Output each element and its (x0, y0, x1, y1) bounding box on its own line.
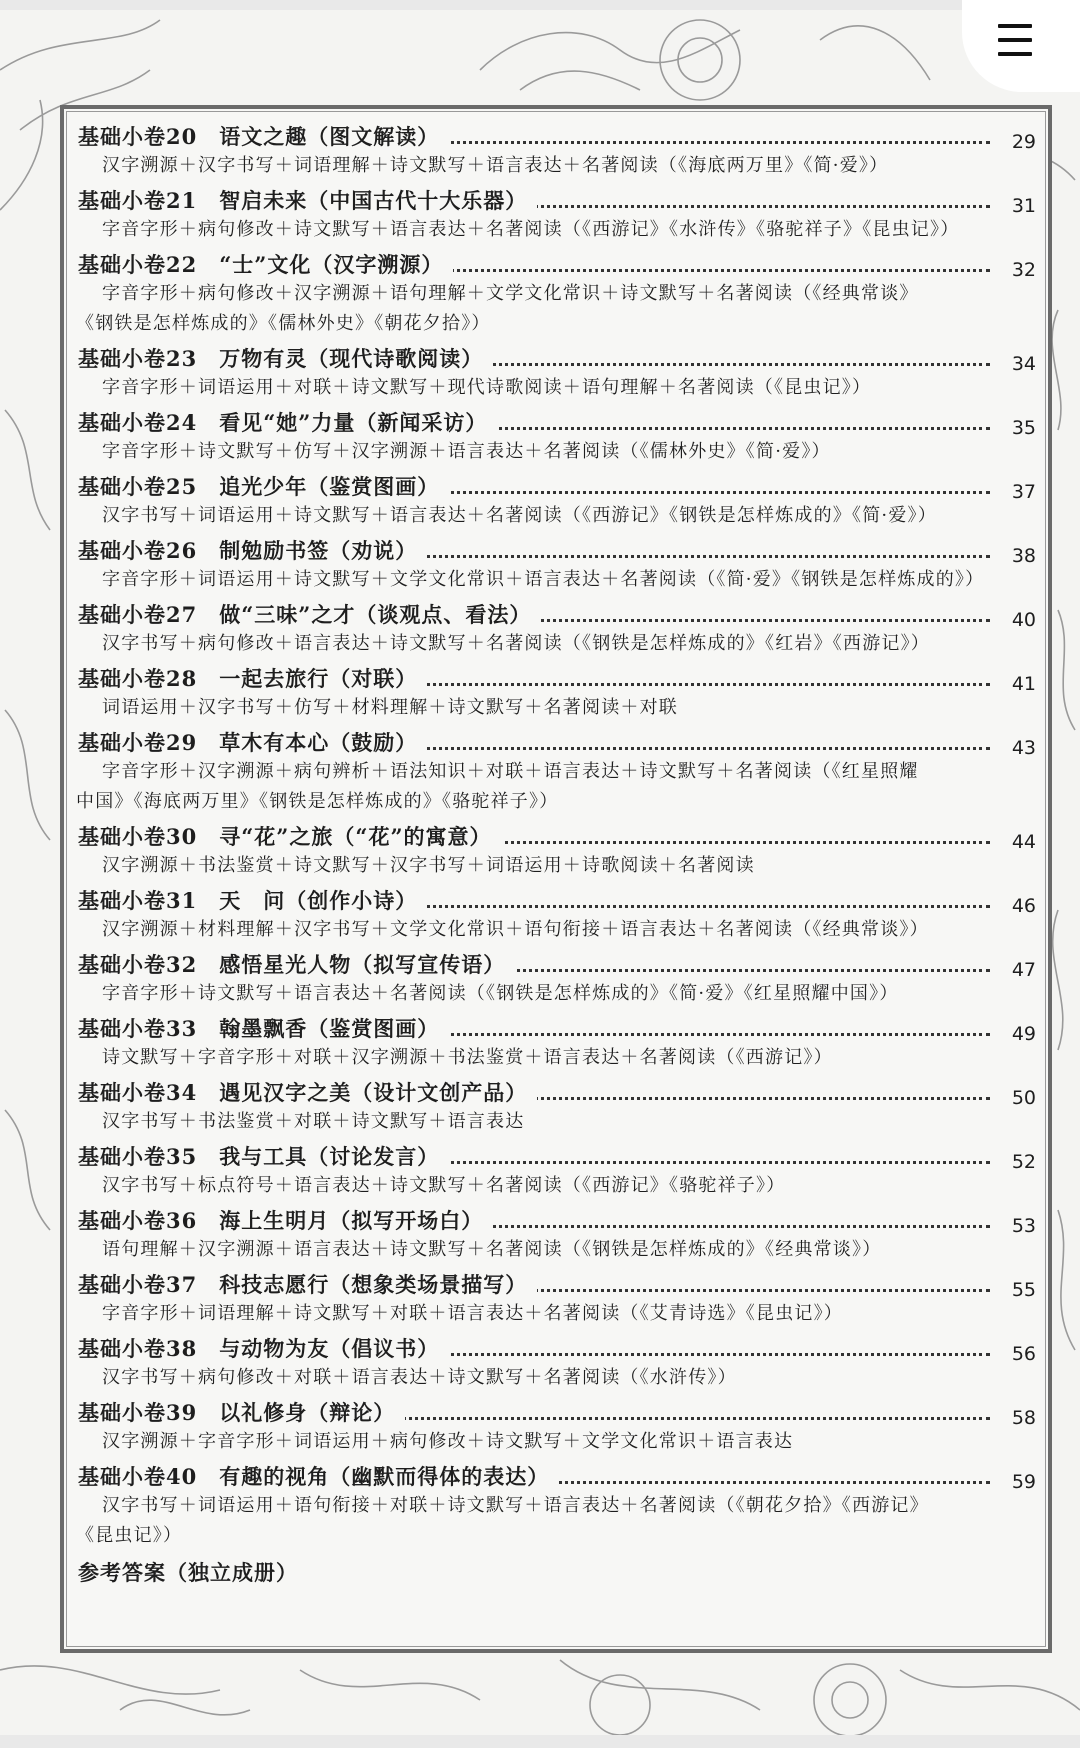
toc-entry-description-block (76, 915, 1038, 945)
toc-entry-title: 基础小卷40 有趣的视角（幽默而得体的表达） (78, 1461, 559, 1491)
toc-entry-title: 基础小卷23 万物有灵（现代诗歌阅读） (78, 343, 493, 373)
toc-title-row (76, 117, 1038, 151)
toc-entry[interactable] (76, 945, 1038, 1009)
toc-page-number: 46 (1006, 895, 1036, 917)
toc-entry-description: 汉字书写＋病句修改＋语言表达＋诗文默写＋名著阅读（《钢铁是怎样炼成的》《红岩》《西游记》） (102, 633, 930, 654)
toc-entry-description-block (76, 1363, 1038, 1393)
toc-entry-description-block (76, 979, 1038, 1009)
toc-page-number: 58 (1006, 1407, 1036, 1429)
toc-entry-description-block (76, 1107, 1038, 1137)
toc-entry-title: 基础小卷31 天 问（创作小诗） (78, 885, 427, 915)
toc-page-number: 49 (1006, 1023, 1036, 1045)
toc-entry-description: 词语运用＋汉字书写＋仿写＋材料理解＋诗文默写＋名著阅读＋对联 (102, 697, 678, 718)
toc-entry-description-block (76, 629, 1038, 659)
toc-title-row (76, 1137, 1038, 1171)
toc-entry[interactable] (76, 403, 1038, 467)
toc-entry-title: 基础小卷27 做“三味”之才（谈观点、看法） (78, 599, 541, 629)
toc-entry-description-block (76, 151, 1038, 181)
toc-entry-title: 基础小卷20 语文之趣（图文解读） (78, 121, 449, 151)
toc-entry[interactable] (76, 1073, 1038, 1137)
toc-page-number: 53 (1006, 1215, 1036, 1237)
toc-title-row (76, 467, 1038, 501)
toc-page-number: 38 (1006, 545, 1036, 567)
toc-page-number: 47 (1006, 959, 1036, 981)
page-background (0, 10, 1080, 1735)
toc-entry[interactable] (76, 1393, 1038, 1457)
toc-entry-description-block (76, 1427, 1038, 1457)
toc-entry-title: 基础小卷37 科技志愿行（想象类场景描写） (78, 1269, 537, 1299)
toc-entry-description-block (76, 1299, 1038, 1329)
toc-entry[interactable] (76, 117, 1038, 181)
toc-entry[interactable] (76, 595, 1038, 659)
toc-entry-description-block (76, 757, 1038, 817)
toc-entry-description-block (76, 1235, 1038, 1265)
toc-entry[interactable] (76, 1457, 1038, 1551)
toc-entry[interactable] (76, 531, 1038, 595)
toc-title-row (76, 339, 1038, 373)
toc-title-row (76, 881, 1038, 915)
toc-title-row (76, 1457, 1038, 1491)
toc-entry-title: 基础小卷38 与动物为友（倡议书） (78, 1333, 449, 1363)
toc-page-number: 43 (1006, 737, 1036, 759)
toc-page-number: 35 (1006, 417, 1036, 439)
toc-title-row (76, 1393, 1038, 1427)
toc-entry[interactable] (76, 723, 1038, 817)
toc-entry-title: 基础小卷30 寻“花”之旅（“花”的寓意） (78, 821, 502, 851)
toc-entry-description: 字音字形＋词语运用＋对联＋诗文默写＋现代诗歌阅读＋语句理解＋名著阅读（《昆虫记》） (102, 377, 872, 398)
toc-entry-title: 基础小卷25 追光少年（鉴赏图画） (78, 471, 449, 501)
toc-entry-title: 基础小卷21 智启未来（中国古代十大乐器） (78, 185, 537, 215)
toc-entry-description: 字音字形＋诗文默写＋仿写＋汉字溯源＋语言表达＋名著阅读（《儒林外史》《简·爱》） (102, 441, 831, 462)
toc-title-row (76, 1201, 1038, 1235)
toc-entry-description-block (76, 1171, 1038, 1201)
toc-entry-description: 汉字溯源＋书法鉴赏＋诗文默写＋汉字书写＋词语运用＋诗歌阅读＋名著阅读 (102, 855, 755, 876)
toc-entry-description-block (76, 693, 1038, 723)
toc-title-row (76, 531, 1038, 565)
toc-entry-description-block (76, 1043, 1038, 1073)
toc-entry-title: 基础小卷26 制勉励书签（劝说） (78, 535, 427, 565)
toc-entry-description: 汉字溯源＋汉字书写＋词语理解＋诗文默写＋语言表达＋名著阅读（《海底两万里》《简·爱》） (102, 155, 889, 176)
toc-entry[interactable] (76, 245, 1038, 339)
toc-entry-description: 字音字形＋病句修改＋汉字溯源＋语句理解＋文学文化常识＋诗文默写＋名著阅读（《经典常谈》 (102, 283, 919, 304)
toc-page-number: 50 (1006, 1087, 1036, 1109)
toc-title-row (76, 403, 1038, 437)
toc-title-row (76, 1009, 1038, 1043)
toc-entry[interactable] (76, 339, 1038, 403)
toc-entry[interactable] (76, 1265, 1038, 1329)
toc-page-number: 59 (1006, 1471, 1036, 1493)
toc-title-row (76, 245, 1038, 279)
toc-page-number: 32 (1006, 259, 1036, 281)
toc-title-row (76, 659, 1038, 693)
toc-entry[interactable] (76, 181, 1038, 245)
toc-entry-description: 汉字溯源＋字音字形＋词语运用＋病句修改＋诗文默写＋文学文化常识＋语言表达 (102, 1431, 794, 1452)
toc-entry-description: 诗文默写＋字音字形＋对联＋汉字溯源＋书法鉴赏＋语言表达＋名著阅读（《西游记》） (102, 1047, 833, 1068)
toc-entry[interactable] (76, 881, 1038, 945)
toc-page-number: 40 (1006, 609, 1036, 631)
toc-entry[interactable] (76, 467, 1038, 531)
toc-page-number: 31 (1006, 195, 1036, 217)
toc-title-row (76, 723, 1038, 757)
toc-entry-title: 基础小卷29 草木有本心（鼓励） (78, 727, 427, 757)
toc-page-number: 34 (1006, 353, 1036, 375)
answer-key-entry[interactable]: 参考答案（独立成册） (78, 1560, 298, 1585)
toc-page-number: 29 (1006, 131, 1036, 153)
toc-entry-title: 基础小卷35 我与工具（讨论发言） (78, 1141, 449, 1171)
toc-page-number: 52 (1006, 1151, 1036, 1173)
toc-entry[interactable] (76, 659, 1038, 723)
toc-entry[interactable] (76, 1329, 1038, 1393)
toc-entry-title: 基础小卷24 看见“她”力量（新闻采访） (78, 407, 497, 437)
toc-entry-title: 基础小卷22 “士”文化（汉字溯源） (78, 249, 453, 279)
toc-entry-title: 基础小卷34 遇见汉字之美（设计文创产品） (78, 1077, 537, 1107)
toc-entry-description-continued: 《昆虫记》） (76, 1525, 183, 1546)
toc-entry-title: 基础小卷36 海上生明月（拟写开场白） (78, 1205, 493, 1235)
toc-entry-description: 字音字形＋词语理解＋诗文默写＋对联＋语言表达＋名著阅读（《艾青诗选》《昆虫记》） (102, 1303, 843, 1324)
toc-entry-description-block (76, 501, 1038, 531)
toc-entry-description-block (76, 851, 1038, 881)
toc-entry[interactable] (76, 1009, 1038, 1073)
toc-entry-description: 字音字形＋病句修改＋诗文默写＋语言表达＋名著阅读（《西游记》《水浒传》《骆驼祥子》《昆虫记》） (102, 219, 960, 240)
menu-icon[interactable] (998, 24, 1032, 58)
toc-entry[interactable] (76, 1137, 1038, 1201)
toc-title-row (76, 817, 1038, 851)
toc-page-number: 56 (1006, 1343, 1036, 1365)
toc-entry-title: 基础小卷39 以礼修身（辩论） (78, 1397, 405, 1427)
toc-entry[interactable] (76, 1201, 1038, 1265)
toc-entry-description-continued: 《钢铁是怎样炼成的》《儒林外史》《朝花夕拾》） (76, 313, 491, 334)
toc-entry-description-block (76, 1491, 1038, 1551)
toc-title-row (76, 945, 1038, 979)
toc-entry-description-block (76, 565, 1038, 595)
toc-entry[interactable] (76, 817, 1038, 881)
toc-entry-title: 基础小卷33 翰墨飘香（鉴赏图画） (78, 1013, 449, 1043)
toc-entry-description-block (76, 437, 1038, 467)
toc-title-row (76, 1265, 1038, 1299)
toc-title-row (76, 595, 1038, 629)
toc-entry-description: 汉字书写＋书法鉴赏＋对联＋诗文默写＋语言表达 (102, 1111, 525, 1132)
toc-entry-description: 汉字书写＋词语运用＋诗文默写＋语言表达＋名著阅读（《西游记》《钢铁是怎样炼成的》《简·爱》） (102, 505, 937, 526)
toc-entry-description: 字音字形＋汉字溯源＋病句辨析＋语法知识＋对联＋语言表达＋诗文默写＋名著阅读（《红星照耀 (102, 761, 919, 782)
toc-title-row (76, 1073, 1038, 1107)
toc-entry-description: 汉字书写＋词语运用＋语句衔接＋对联＋诗文默写＋语言表达＋名著阅读（《朝花夕拾》《西游记》 (102, 1495, 929, 1516)
toc-frame (60, 105, 1052, 1653)
toc-entry-description-block (76, 279, 1038, 339)
toc-page-number: 41 (1006, 673, 1036, 695)
toc-title-row (76, 1329, 1038, 1363)
toc-page-number: 44 (1006, 831, 1036, 853)
toc-entry-description: 字音字形＋词语运用＋诗文默写＋文学文化常识＋语言表达＋名著阅读（《简·爱》《钢铁是怎样炼成的》） (102, 569, 985, 590)
toc-page-number: 37 (1006, 481, 1036, 503)
toc-entry-description-block (76, 215, 1038, 245)
toc-entry-description-continued: 中国》《海底两万里》《钢铁是怎样炼成的》《骆驼祥子》） (76, 791, 559, 812)
toc-page-number: 55 (1006, 1279, 1036, 1301)
toc-entry-description: 语句理解＋汉字溯源＋语言表达＋诗文默写＋名著阅读（《钢铁是怎样炼成的》《经典常谈》） (102, 1239, 882, 1260)
toc-entry-description: 汉字溯源＋材料理解＋汉字书写＋文学文化常识＋语句衔接＋语言表达＋名著阅读（《经典常谈》） (102, 919, 929, 940)
toc-entry-title: 基础小卷32 感悟星光人物（拟写宣传语） (78, 949, 515, 979)
toc-entry-description: 汉字书写＋病句修改＋对联＋语言表达＋诗文默写＋名著阅读（《水浒传》） (102, 1367, 737, 1388)
toc-entry-description: 汉字书写＋标点符号＋语言表达＋诗文默写＋名著阅读（《西游记》《骆驼祥子》） (102, 1175, 786, 1196)
toc-entry-description-block (76, 373, 1038, 403)
toc-entry-description: 字音字形＋诗文默写＋语言表达＋名著阅读（《钢铁是怎样炼成的》《简·爱》《红星照耀中国》） (102, 983, 899, 1004)
table-of-contents (76, 117, 1038, 1587)
toc-title-row (76, 181, 1038, 215)
toc-entry-title: 基础小卷28 一起去旅行（对联） (78, 663, 427, 693)
